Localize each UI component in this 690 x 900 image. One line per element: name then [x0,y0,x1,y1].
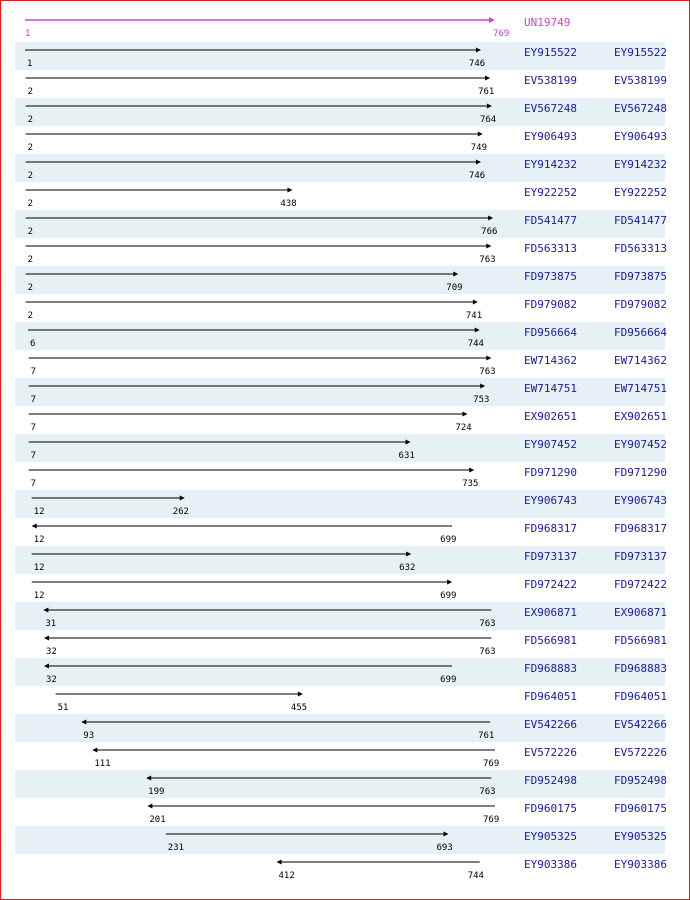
alignment-external-link[interactable]: EX902651 [614,410,667,423]
alignment-row [15,294,665,322]
alignment-start-label: 1 [27,59,33,69]
alignment-start-label: 7 [30,479,37,489]
arrowhead-left-icon [32,524,37,529]
arrowhead-right-icon [480,384,485,389]
alignment-id-link[interactable]: FD972422 [524,578,577,591]
alignment-start-label: 2 [27,283,34,293]
alignment-id-link[interactable]: FD566981 [524,634,577,647]
alignment-external-link[interactable]: FD972422 [614,578,667,591]
alignment-id-link[interactable]: EX902651 [524,410,577,423]
alignment-end-label: 632 [399,563,416,573]
arrowhead-right-icon [406,552,411,557]
alignment-id-link[interactable]: FD952498 [524,774,577,787]
alignment-row [15,686,665,714]
alignment-external-link[interactable]: EY906743 [614,494,667,507]
alignment-row [15,406,665,434]
alignment-external-link[interactable]: FD968883 [614,662,667,675]
alignment-start-label: 231 [167,843,185,853]
alignment-external-link[interactable]: EW714362 [614,354,667,367]
arrowhead-right-icon [443,832,448,837]
alignment-row [15,518,665,546]
alignment-end-label: 764 [479,115,497,125]
reference-row [15,8,665,39]
arrowhead-right-icon [476,160,481,165]
alignment-start-label: 2 [27,311,34,321]
alignment-end-label: 753 [473,395,490,405]
alignment-end-label: 746 [468,59,486,69]
alignment-row [15,826,665,854]
alignment-id-link[interactable]: EY914232 [524,158,577,171]
alignment-end-label: 763 [479,787,496,797]
alignment-start-label: 7 [30,367,37,377]
alignment-external-link[interactable]: EV542266 [614,718,667,731]
arrowhead-left-icon [277,860,282,865]
alignment-id-link[interactable]: EY905325 [524,830,577,843]
alignment-id-link[interactable]: EY922252 [524,186,577,199]
alignment-start-label: 412 [278,871,295,881]
alignment-end-label: 741 [465,311,483,321]
arrowhead-right-icon [473,300,478,305]
alignment-row [15,658,665,686]
alignment-id-link[interactable]: EY906743 [524,494,577,507]
arrowhead-right-icon [487,104,492,109]
alignment-external-link[interactable]: FD971290 [614,466,667,479]
alignment-end-label: 455 [290,703,308,713]
alignment-end-label: 769 [483,759,500,769]
alignment-id-link[interactable]: FD563313 [524,242,577,255]
arrowhead-right-icon [469,468,474,473]
alignment-end-label: 763 [479,367,496,377]
reference-start-label: 1 [25,29,31,39]
alignment-row [15,462,665,490]
alignment-external-link[interactable]: FD973137 [614,550,667,563]
arrowhead-left-icon [43,608,48,613]
alignment-row [15,378,665,406]
alignment-end-label: 438 [280,199,297,209]
arrowhead-right-icon [462,412,467,417]
alignment-end-label: 763 [479,619,496,629]
alignment-id-link[interactable]: FD968883 [524,662,577,675]
alignment-id-link[interactable]: FD960175 [524,802,577,815]
alignment-external-link[interactable]: EY914232 [614,158,667,171]
alignment-id-link[interactable]: FD973875 [524,270,577,283]
alignment-row [15,98,665,126]
alignment-id-link[interactable]: EY906493 [524,130,577,143]
alignment-external-link[interactable]: FD952498 [614,774,667,787]
alignment-external-link[interactable]: FD964051 [614,690,667,703]
arrowhead-right-icon [406,440,411,445]
alignment-start-label: 2 [27,255,34,265]
alignment-start-label: 32 [45,647,57,657]
arrowhead-right-icon [478,132,483,137]
arrowhead-right-icon [298,692,303,697]
reference-end-label: 769 [493,29,510,39]
arrowhead-left-icon [147,804,152,809]
alignment-id-link[interactable]: FD541477 [524,214,577,227]
alignment-start-label: 12 [33,591,45,601]
alignment-id-link[interactable]: EV538199 [524,74,577,87]
arrowhead-right-icon [486,244,491,249]
arrowhead-left-icon [44,636,49,641]
alignment-id-link[interactable]: EV542266 [524,718,577,731]
alignment-external-link[interactable]: EV567248 [614,102,667,115]
alignment-external-link[interactable]: EY903386 [614,858,667,871]
alignment-end-label: 744 [467,871,484,881]
arrowhead-right-icon [475,328,480,333]
alignment-external-link[interactable]: EY906493 [614,130,667,143]
alignment-external-link[interactable]: FD979082 [614,298,667,311]
alignment-row [15,770,665,798]
alignment-row [15,854,665,882]
alignment-row [15,238,665,266]
arrowhead-left-icon [92,748,97,753]
alignment-external-link[interactable]: EV538199 [614,74,667,87]
alignment-row [15,798,665,826]
alignment-end-label: 693 [436,843,453,853]
alignment-row [15,126,665,154]
alignment-id-link[interactable]: EY903386 [524,858,577,871]
alignment-external-link[interactable]: EY907452 [614,438,667,451]
alignment-external-link[interactable]: FD973875 [614,270,667,283]
arrowhead-right-icon [180,496,185,501]
alignment-external-link[interactable]: FD960175 [614,802,667,815]
alignment-external-link[interactable]: FD563313 [614,242,667,255]
alignment-external-link[interactable]: EY905325 [614,830,667,843]
alignment-start-label: 2 [27,227,34,237]
arrowhead-right-icon [287,188,292,193]
arrowhead-right-icon [485,76,490,81]
alignment-start-label: 111 [94,759,111,769]
alignment-id-link[interactable]: EV572226 [524,746,577,759]
alignment-end-label: 761 [478,731,495,741]
alignment-row [15,434,665,462]
alignment-start-label: 6 [30,339,36,349]
alignment-row [15,42,665,70]
alignment-start-label: 51 [57,703,69,713]
alignment-row [15,266,665,294]
alignment-start-label: 7 [30,395,37,405]
alignment-row [15,546,665,574]
alignment-external-link[interactable]: FD956664 [614,326,667,339]
alignment-row [15,154,665,182]
reference-id-link[interactable]: UN19749 [524,16,571,29]
alignment-start-label: 93 [83,731,95,741]
alignment-start-label: 2 [27,115,34,125]
alignment-end-label: 699 [440,591,457,601]
alignment-external-link[interactable]: EX906871 [614,606,667,619]
alignment-end-label: 766 [481,227,498,237]
alignment-external-link[interactable]: EY915522 [614,46,667,59]
alignment-row [15,574,665,602]
arrowhead-right-icon [447,580,452,585]
alignment-end-label: 749 [470,143,488,153]
alignment-start-label: 12 [33,563,45,573]
alignment-end-label: 709 [446,283,463,293]
alignment-external-link[interactable]: EW714751 [614,382,667,395]
alignment-row [15,490,665,518]
alignment-end-label: 763 [479,647,496,657]
alignment-start-label: 7 [30,423,37,433]
arrowhead-left-icon [146,776,151,781]
alignment-end-label: 763 [479,255,496,265]
alignment-end-label: 746 [468,171,486,181]
alignment-id-link[interactable]: EV567248 [524,102,577,115]
alignment-start-label: 12 [33,507,45,517]
alignment-row [15,714,665,742]
arrowhead-right-icon [488,216,493,221]
alignment-external-link[interactable]: FD541477 [614,214,667,227]
alignment-end-label: 744 [467,339,484,349]
alignment-id-link[interactable]: EW714362 [524,354,577,367]
alignment-end-label: 262 [172,507,189,517]
alignment-start-label: 7 [30,451,37,461]
alignment-start-label: 201 [149,815,166,825]
alignment-row [15,70,665,98]
alignment-external-link[interactable]: EV572226 [614,746,667,759]
alignment-id-link[interactable]: FD964051 [524,690,577,703]
alignment-id-link[interactable]: FD971290 [524,466,577,479]
alignment-id-link[interactable]: EY915522 [524,46,577,59]
alignment-external-link[interactable]: FD968317 [614,522,667,535]
alignment-id-link[interactable]: EW714751 [524,382,577,395]
arrowhead-right-icon [476,48,481,53]
alignment-start-label: 31 [45,619,57,629]
alignment-row [15,630,665,658]
alignment-start-label: 2 [27,143,34,153]
alignment-row [15,602,665,630]
alignment-end-label: 699 [440,675,457,685]
alignment-id-link[interactable]: FD968317 [524,522,577,535]
alignment-start-label: 32 [45,675,57,685]
alignment-start-label: 2 [27,199,34,209]
alignment-id-link[interactable]: FD956664 [524,326,577,339]
alignment-id-link[interactable]: FD979082 [524,298,577,311]
arrowhead-right-icon [486,356,491,361]
alignment-row [15,742,665,770]
alignment-end-label: 699 [440,535,457,545]
alignment-end-label: 631 [398,451,415,461]
alignment-start-label: 2 [27,171,34,181]
alignment-row [15,350,665,378]
arrowhead-right-icon [453,272,458,277]
alignment-end-label: 769 [483,815,500,825]
alignment-row [15,210,665,238]
alignment-start-label: 199 [148,787,165,797]
alignment-end-label: 735 [462,479,479,489]
arrowhead-left-icon [44,664,49,669]
alignment-start-label: 12 [33,535,45,545]
alignment-start-label: 2 [27,87,34,97]
alignment-row [15,322,665,350]
alignment-row [15,182,665,210]
alignment-id-link[interactable]: EY907452 [524,438,577,451]
alignment-id-link[interactable]: FD973137 [524,550,577,563]
alignment-end-label: 761 [478,87,495,97]
arrowhead-left-icon [81,720,86,725]
alignment-external-link[interactable]: FD566981 [614,634,667,647]
alignment-external-link[interactable]: EY922252 [614,186,667,199]
alignment-end-label: 724 [455,423,472,433]
alignment-id-link[interactable]: EX906871 [524,606,577,619]
